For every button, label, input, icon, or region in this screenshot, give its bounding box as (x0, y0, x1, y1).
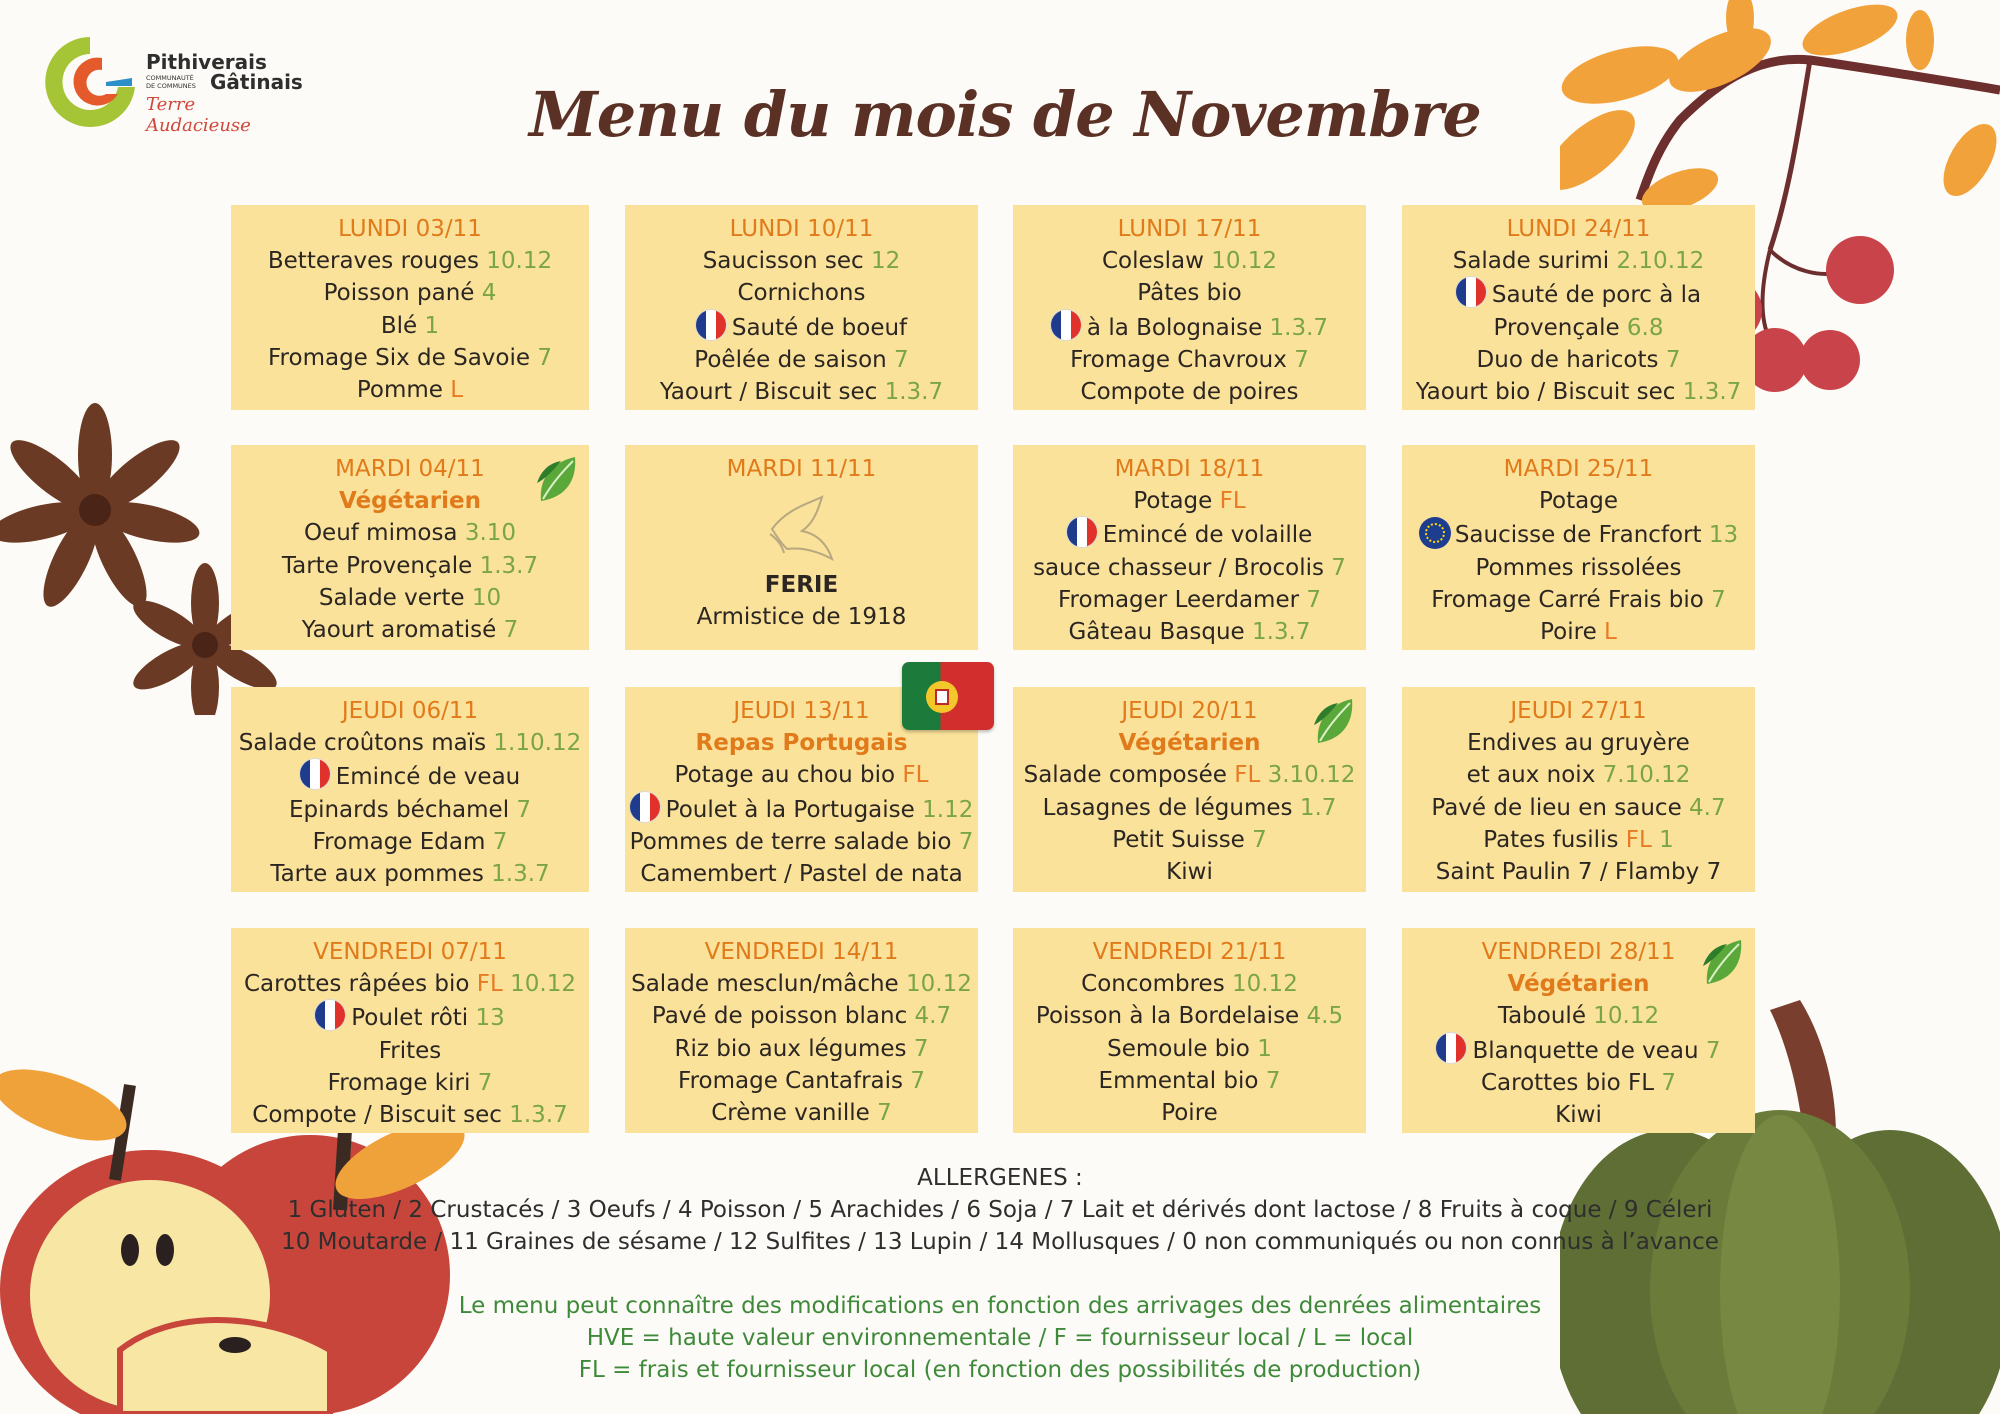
menu-item-label: Fromage Cantafrais (678, 1067, 911, 1094)
allergen-codes: 7 (958, 828, 974, 855)
portugal-flag-icon (902, 662, 994, 730)
allergen-codes: 7 (894, 346, 909, 373)
menu-item (1402, 584, 1755, 616)
origin-label: FL (1625, 826, 1652, 853)
menu-item-label: Armistice de 1918 (696, 604, 907, 631)
allergens-line-1: 1 Gluten / 2 Crustacés / 3 Oeufs / 4 Poisson / 5 Arachides / 6 Soja / 7 Lait et dérivés dont lactose / 8 Fruits à coque / 9 Céleri (287, 1197, 1713, 1223)
allergen-codes: 7 (516, 796, 532, 823)
allergen-codes: 1.3.7 (479, 552, 539, 579)
menu-item (231, 245, 589, 277)
logo-tagline: Terre Audacieuse (146, 94, 251, 136)
allergen-codes: 7 (1665, 346, 1681, 373)
menu-item (231, 1000, 589, 1034)
menu-item-label: Fromage Carré Frais bio (1431, 586, 1712, 613)
menu-item (1402, 727, 1755, 759)
origin-label: L (450, 377, 464, 404)
menu-item (625, 968, 978, 1000)
menu-item-label: Emincé de volaille (1102, 522, 1313, 549)
menu-item-label: Gâteau Basque (1068, 619, 1253, 646)
note-line-2: HVE = haute valeur environnementale / F = fournisseur local / L = local (586, 1325, 1414, 1351)
menu-item (1013, 792, 1366, 824)
menu-item (625, 759, 978, 791)
menu-item-label: Salade mesclun/mâche (631, 971, 907, 998)
menu-item-label: Endives au gruyère (1467, 730, 1690, 757)
menu-item-label: Yaourt aromatisé (301, 617, 504, 644)
dove-icon (762, 489, 842, 567)
vegetarian-leaf-icon (535, 453, 581, 505)
allergen-codes: 1.10.12 (493, 730, 582, 757)
menu-card (1402, 205, 1755, 410)
menu-item (625, 1097, 978, 1129)
menu-item (625, 826, 978, 858)
france-flag-icon (1051, 310, 1081, 340)
origin-label: FL (1219, 488, 1246, 515)
menu-theme: Repas Portugais (695, 730, 908, 757)
menu-item-label: Coleslaw (1101, 248, 1212, 275)
menu-item (231, 550, 589, 582)
menu-item-label: Saucisson sec (702, 248, 872, 275)
origin-label: FL (902, 762, 929, 789)
menu-item-label: Salade verte (318, 584, 472, 611)
allergen-codes: 3.10 (464, 520, 517, 547)
menu-card (625, 928, 978, 1133)
menu-item-label: Carottes bio FL (1480, 1069, 1662, 1096)
menu-theme: Végétarien (339, 488, 481, 515)
menu-card (231, 687, 589, 892)
allergen-codes: 4 (481, 280, 497, 307)
menu-item (1402, 517, 1755, 551)
menu-item-label: Yaourt bio / Biscuit sec (1415, 379, 1683, 406)
allergen-codes: 12 (871, 248, 901, 275)
allergen-codes: 13 (475, 1005, 505, 1032)
menu-day: LUNDI 10/11 (729, 216, 874, 242)
menu-item (1402, 552, 1755, 584)
menu-day: JEUDI 20/11 (1121, 698, 1258, 724)
menu-item (1013, 552, 1366, 584)
menu-item (1013, 856, 1366, 888)
menu-item-label: Tarte Provençale (281, 552, 480, 579)
menu-item (1013, 968, 1366, 1000)
menu-card (1402, 687, 1755, 892)
menu-item (1402, 1033, 1755, 1067)
menu-item-label: Pates fusilis (1483, 826, 1626, 853)
menu-item (625, 792, 978, 826)
menu-item-label: Yaourt / Biscuit sec (659, 379, 885, 406)
menu-item-label: Sauté de boeuf (731, 314, 908, 341)
menu-item-label: Compote / Biscuit sec (252, 1102, 510, 1129)
menu-card (231, 205, 589, 410)
allergen-codes: 4.7 (1689, 794, 1726, 821)
menu-item (1013, 245, 1366, 277)
menu-item (1013, 1065, 1366, 1097)
menu-day: VENDREDI 14/11 (704, 939, 899, 965)
menu-item (1013, 310, 1366, 344)
allergen-codes: 6.8 (1626, 314, 1664, 341)
menu-item (1013, 344, 1366, 376)
allergen-codes: 7.10.12 (1602, 762, 1691, 789)
menu-item (231, 727, 589, 759)
menu-item-label: Salade composée (1023, 762, 1235, 789)
menu-item-label: Cornichons (737, 280, 866, 307)
menu-card (1013, 445, 1366, 650)
note-line-1: Le menu peut connaître des modifications en fonction des arrivages des denrées alimentaires (458, 1293, 1542, 1319)
menu-day: JEUDI 06/11 (341, 698, 479, 724)
eu-flag-icon (1419, 517, 1451, 549)
menu-item (1013, 376, 1366, 408)
allergen-codes: 7 (877, 1100, 892, 1127)
menu-card (1402, 928, 1755, 1133)
menu-item (1013, 485, 1366, 517)
menu-item (1402, 1067, 1755, 1099)
menu-day: LUNDI 17/11 (1117, 216, 1262, 242)
france-flag-icon (1436, 1033, 1466, 1063)
menu-item-label: Pavé de poisson blanc (651, 1003, 915, 1030)
menu-card (625, 445, 978, 650)
france-flag-icon (300, 759, 330, 789)
menu-item-label: Riz bio aux légumes (674, 1035, 914, 1062)
menu-item (1402, 312, 1755, 344)
menu-item (625, 1065, 978, 1097)
menu-item (231, 582, 589, 614)
allergen-codes: 1.3.7 (1682, 379, 1742, 406)
menu-card (231, 445, 589, 650)
menu-item-label: Fromage Six de Savoie (268, 344, 538, 371)
menu-item (625, 376, 978, 408)
menu-card (625, 205, 978, 410)
allergen-codes: 1.7 (1299, 794, 1337, 821)
menu-day: VENDREDI 28/11 (1481, 939, 1676, 965)
menu-item-label: et aux noix (1466, 762, 1603, 789)
note-line-3: FL = frais et fournisseur local (en fonction des possibilités de production) (578, 1357, 1422, 1383)
menu-item (231, 759, 589, 793)
menu-item-label: Poire (1540, 619, 1605, 646)
menu-card (231, 928, 589, 1133)
logo-name-small: COMMUNAUTÉ DE COMMUNES (146, 74, 196, 90)
menu-item (1013, 1000, 1366, 1032)
menu-item-label: Fromage kiri (327, 1069, 478, 1096)
menu-card (1013, 687, 1366, 892)
menu-item (231, 1067, 589, 1099)
vegetarian-leaf-icon (1701, 936, 1747, 988)
allergen-codes: 7 (1252, 826, 1267, 853)
allergen-codes: 1.3.7 (1252, 619, 1311, 646)
allergen-codes: 10.12 (1231, 971, 1298, 998)
menu-item-label: Camembert / Pastel de nata (640, 861, 963, 888)
menu-item-label: Oeuf mimosa (303, 520, 465, 547)
menu-item-label: Poulet à la Portugaise (665, 796, 923, 823)
menu-item (1402, 245, 1755, 277)
allergen-codes: 7 (477, 1069, 493, 1096)
allergen-codes: 3.10.12 (1267, 762, 1356, 789)
allergen-codes: 7 (1294, 346, 1309, 373)
allergen-codes: 7 (1705, 1037, 1721, 1064)
menu-item-label: Concombres (1081, 971, 1232, 998)
menu-item (231, 858, 589, 890)
menu-item (625, 310, 978, 344)
menu-day: VENDREDI 21/11 (1092, 939, 1287, 965)
menu-theme: Végétarien (1118, 730, 1261, 757)
allergens-title: ALLERGENES : (917, 1165, 1083, 1191)
allergen-codes: 10.12 (906, 971, 972, 998)
menu-item (231, 277, 589, 309)
menu-item-label: Fromage Edam (312, 828, 493, 855)
menu-theme: Végétarien (1507, 971, 1650, 998)
allergen-codes: 7 (910, 1067, 925, 1094)
france-flag-icon (630, 792, 660, 822)
menu-item-label: Potage au chou bio (674, 762, 903, 789)
menu-item (1402, 824, 1755, 856)
allergen-codes: 1.3.7 (1269, 314, 1329, 341)
france-flag-icon (315, 1000, 345, 1030)
menu-item-label: Salade croûtons maïs (238, 730, 494, 757)
menu-item-label: Pommes rissolées (1475, 554, 1682, 581)
menu-item (231, 614, 589, 646)
menu-day: JEUDI 13/11 (733, 698, 870, 724)
allergen-codes: 7 (1711, 586, 1726, 613)
origin-label: FL (476, 971, 503, 998)
menu-item (1013, 584, 1366, 616)
menu-day: MARDI 11/11 (726, 456, 877, 482)
allergen-codes: 1 (1257, 1035, 1272, 1062)
menu-card (1402, 445, 1755, 650)
menu-item (1402, 856, 1755, 888)
allergen-codes: 7 (1306, 586, 1321, 613)
menu-item-label: Pavé de lieu en sauce (1431, 794, 1690, 821)
allergen-codes: 7 (1265, 1067, 1281, 1094)
menu-item-label: Poire (1161, 1100, 1218, 1127)
menu-day: VENDREDI 07/11 (313, 939, 507, 965)
menu-item (1402, 277, 1755, 311)
origin-label: L (1604, 619, 1617, 646)
menu-item (231, 968, 589, 1000)
menu-card (1013, 205, 1366, 410)
menu-item (625, 569, 978, 601)
menu-item (231, 1035, 589, 1067)
menu-card (1013, 928, 1366, 1133)
menu-item-label: Pomme (356, 377, 451, 404)
allergen-codes: 1 (1659, 826, 1674, 853)
page-title: Menu du mois de Novembre (529, 78, 1481, 151)
allergen-codes: 7 (1661, 1069, 1677, 1096)
menu-item (231, 826, 589, 858)
menu-item-label: Salade surimi (1452, 248, 1617, 275)
menu-item-label: Frites (378, 1037, 442, 1064)
menu-item-label: Poêlée de saison (694, 346, 895, 373)
menu-day: MARDI 18/11 (1114, 456, 1265, 482)
menu-item-label: Taboulé (1497, 1003, 1594, 1030)
allergen-codes: 7 (503, 617, 519, 644)
menu-item-label: Potage (1539, 488, 1618, 515)
allergens-line-2: 10 Moutarde / 11 Graines de sésame / 12 Sulfites / 13 Lupin / 14 Mollusques / 0 non communiqués ou non connus à l’avance (281, 1229, 1719, 1255)
menu-item (1402, 485, 1755, 517)
logo-icon (40, 32, 140, 132)
menu-item (1402, 792, 1755, 824)
france-flag-icon (1456, 277, 1486, 307)
menu-item-label: Semoule bio (1107, 1035, 1258, 1062)
menu-item (1402, 1099, 1755, 1131)
menu-item (1013, 1033, 1366, 1065)
menu-item (231, 517, 589, 549)
menu-item-label: Carottes râpées bio (244, 971, 477, 998)
vegetarian-leaf-icon (1312, 695, 1358, 747)
allergen-codes: 10.12 (1211, 248, 1278, 275)
menu-item-label: Epinards béchamel (288, 796, 517, 823)
menu-item (625, 277, 978, 309)
menu-item-label: Pâtes bio (1137, 280, 1242, 307)
menu-item-label: Crème vanille (711, 1100, 878, 1127)
menu-item-label: Poisson pané (323, 280, 482, 307)
allergen-codes: 10.12 (486, 248, 553, 275)
france-flag-icon (696, 310, 726, 340)
menu-item (1402, 344, 1755, 376)
origin-label: FL (1234, 762, 1261, 789)
allergen-codes: 7 (913, 1035, 929, 1062)
menu-item (1402, 616, 1755, 648)
allergen-codes: 13 (1708, 522, 1739, 549)
menu-item-label: Poisson à la Bordelaise (1035, 1003, 1307, 1030)
menu-item (625, 858, 978, 890)
allergen-codes: 4.5 (1306, 1003, 1344, 1030)
menu-item (231, 310, 589, 342)
menu-item-label: sauce chasseur / Brocolis (1033, 554, 1332, 581)
allergen-codes: 1.12 (922, 796, 974, 823)
menu-item (1402, 759, 1755, 791)
allergen-codes: 1 (424, 312, 440, 339)
menu-day: JEUDI 27/11 (1510, 698, 1647, 724)
menu-item-label: Potage (1133, 488, 1220, 515)
allergen-codes: 1.3.7 (884, 379, 944, 406)
menu-item (231, 794, 589, 826)
menu-day: MARDI 25/11 (1503, 456, 1654, 482)
menu-item-label: Kiwi (1166, 859, 1213, 886)
menu-item (625, 1033, 978, 1065)
menu-item (1013, 1097, 1366, 1129)
menu-item-label: Blanquette de veau (1472, 1037, 1706, 1064)
allergen-codes: 7 (537, 344, 552, 371)
logo (40, 32, 303, 136)
logo-name-top: Pithiverais (146, 50, 267, 74)
menu-item-label: Fromage Chavroux (1070, 346, 1295, 373)
menu-item-label: Emmental bio (1098, 1067, 1266, 1094)
allergen-codes: 10.12 (510, 971, 576, 998)
menu-day: MARDI 04/11 (335, 456, 485, 482)
menu-item (625, 245, 978, 277)
menu-item (1013, 517, 1366, 551)
menu-item (1402, 1000, 1755, 1032)
menu-item-label: Saucisse de Francfort (1454, 522, 1709, 549)
allergen-codes: 7 (1331, 554, 1346, 581)
menu-item-label: Poulet rôti (351, 1005, 476, 1032)
menu-item-label: Pommes de terre salade bio (629, 828, 959, 855)
menu-item (625, 1000, 978, 1032)
allergen-codes: 1.3.7 (509, 1102, 568, 1129)
allergen-codes: 10.12 (1593, 1003, 1660, 1030)
allergen-codes: 10 (471, 584, 502, 611)
allergen-codes: 2.10.12 (1616, 248, 1705, 275)
menu-item-label: Provençale (1493, 314, 1627, 341)
allergen-codes: 4.7 (914, 1003, 952, 1030)
menu-item-label: Compote de poires (1080, 379, 1299, 406)
logo-name-bottom: Gâtinais (210, 70, 303, 94)
menu-item-label: Blé (380, 312, 425, 339)
menu-item-label: Tarte aux pommes (270, 861, 492, 888)
menu-item (1013, 616, 1366, 648)
menu-item (231, 1099, 589, 1131)
menu-day: LUNDI 24/11 (1506, 216, 1651, 242)
menu-item (1013, 759, 1366, 791)
menu-item (625, 601, 978, 633)
menu-item-label: Lasagnes de légumes (1042, 794, 1300, 821)
menu-item (1013, 277, 1366, 309)
menu-item-label: à la Bolognaise (1086, 314, 1270, 341)
menu-item-label: Fromager Leerdamer (1057, 586, 1307, 613)
france-flag-icon (1067, 517, 1097, 547)
menu-item (1013, 824, 1366, 856)
menu-item-label: Betteraves rouges (267, 248, 487, 275)
menu-item-label: Kiwi (1555, 1102, 1602, 1129)
menu-item (625, 344, 978, 376)
menu-item (1402, 376, 1755, 408)
allergen-codes: 7 (492, 828, 508, 855)
menu-item (231, 374, 589, 406)
menu-item-label: Duo de haricots (1476, 346, 1666, 373)
menu-item-label: Sauté de porc à la (1491, 282, 1702, 309)
menu-item-label: Emincé de veau (335, 764, 521, 791)
menu-item (231, 342, 589, 374)
menu-item-label: FERIE (764, 572, 839, 599)
menu-item-label: Saint Paulin 7 / Flamby 7 (1435, 859, 1722, 886)
allergen-codes: 1.3.7 (491, 861, 550, 888)
menu-item-label: Petit Suisse (1112, 826, 1253, 853)
menu-day: LUNDI 03/11 (338, 216, 482, 242)
